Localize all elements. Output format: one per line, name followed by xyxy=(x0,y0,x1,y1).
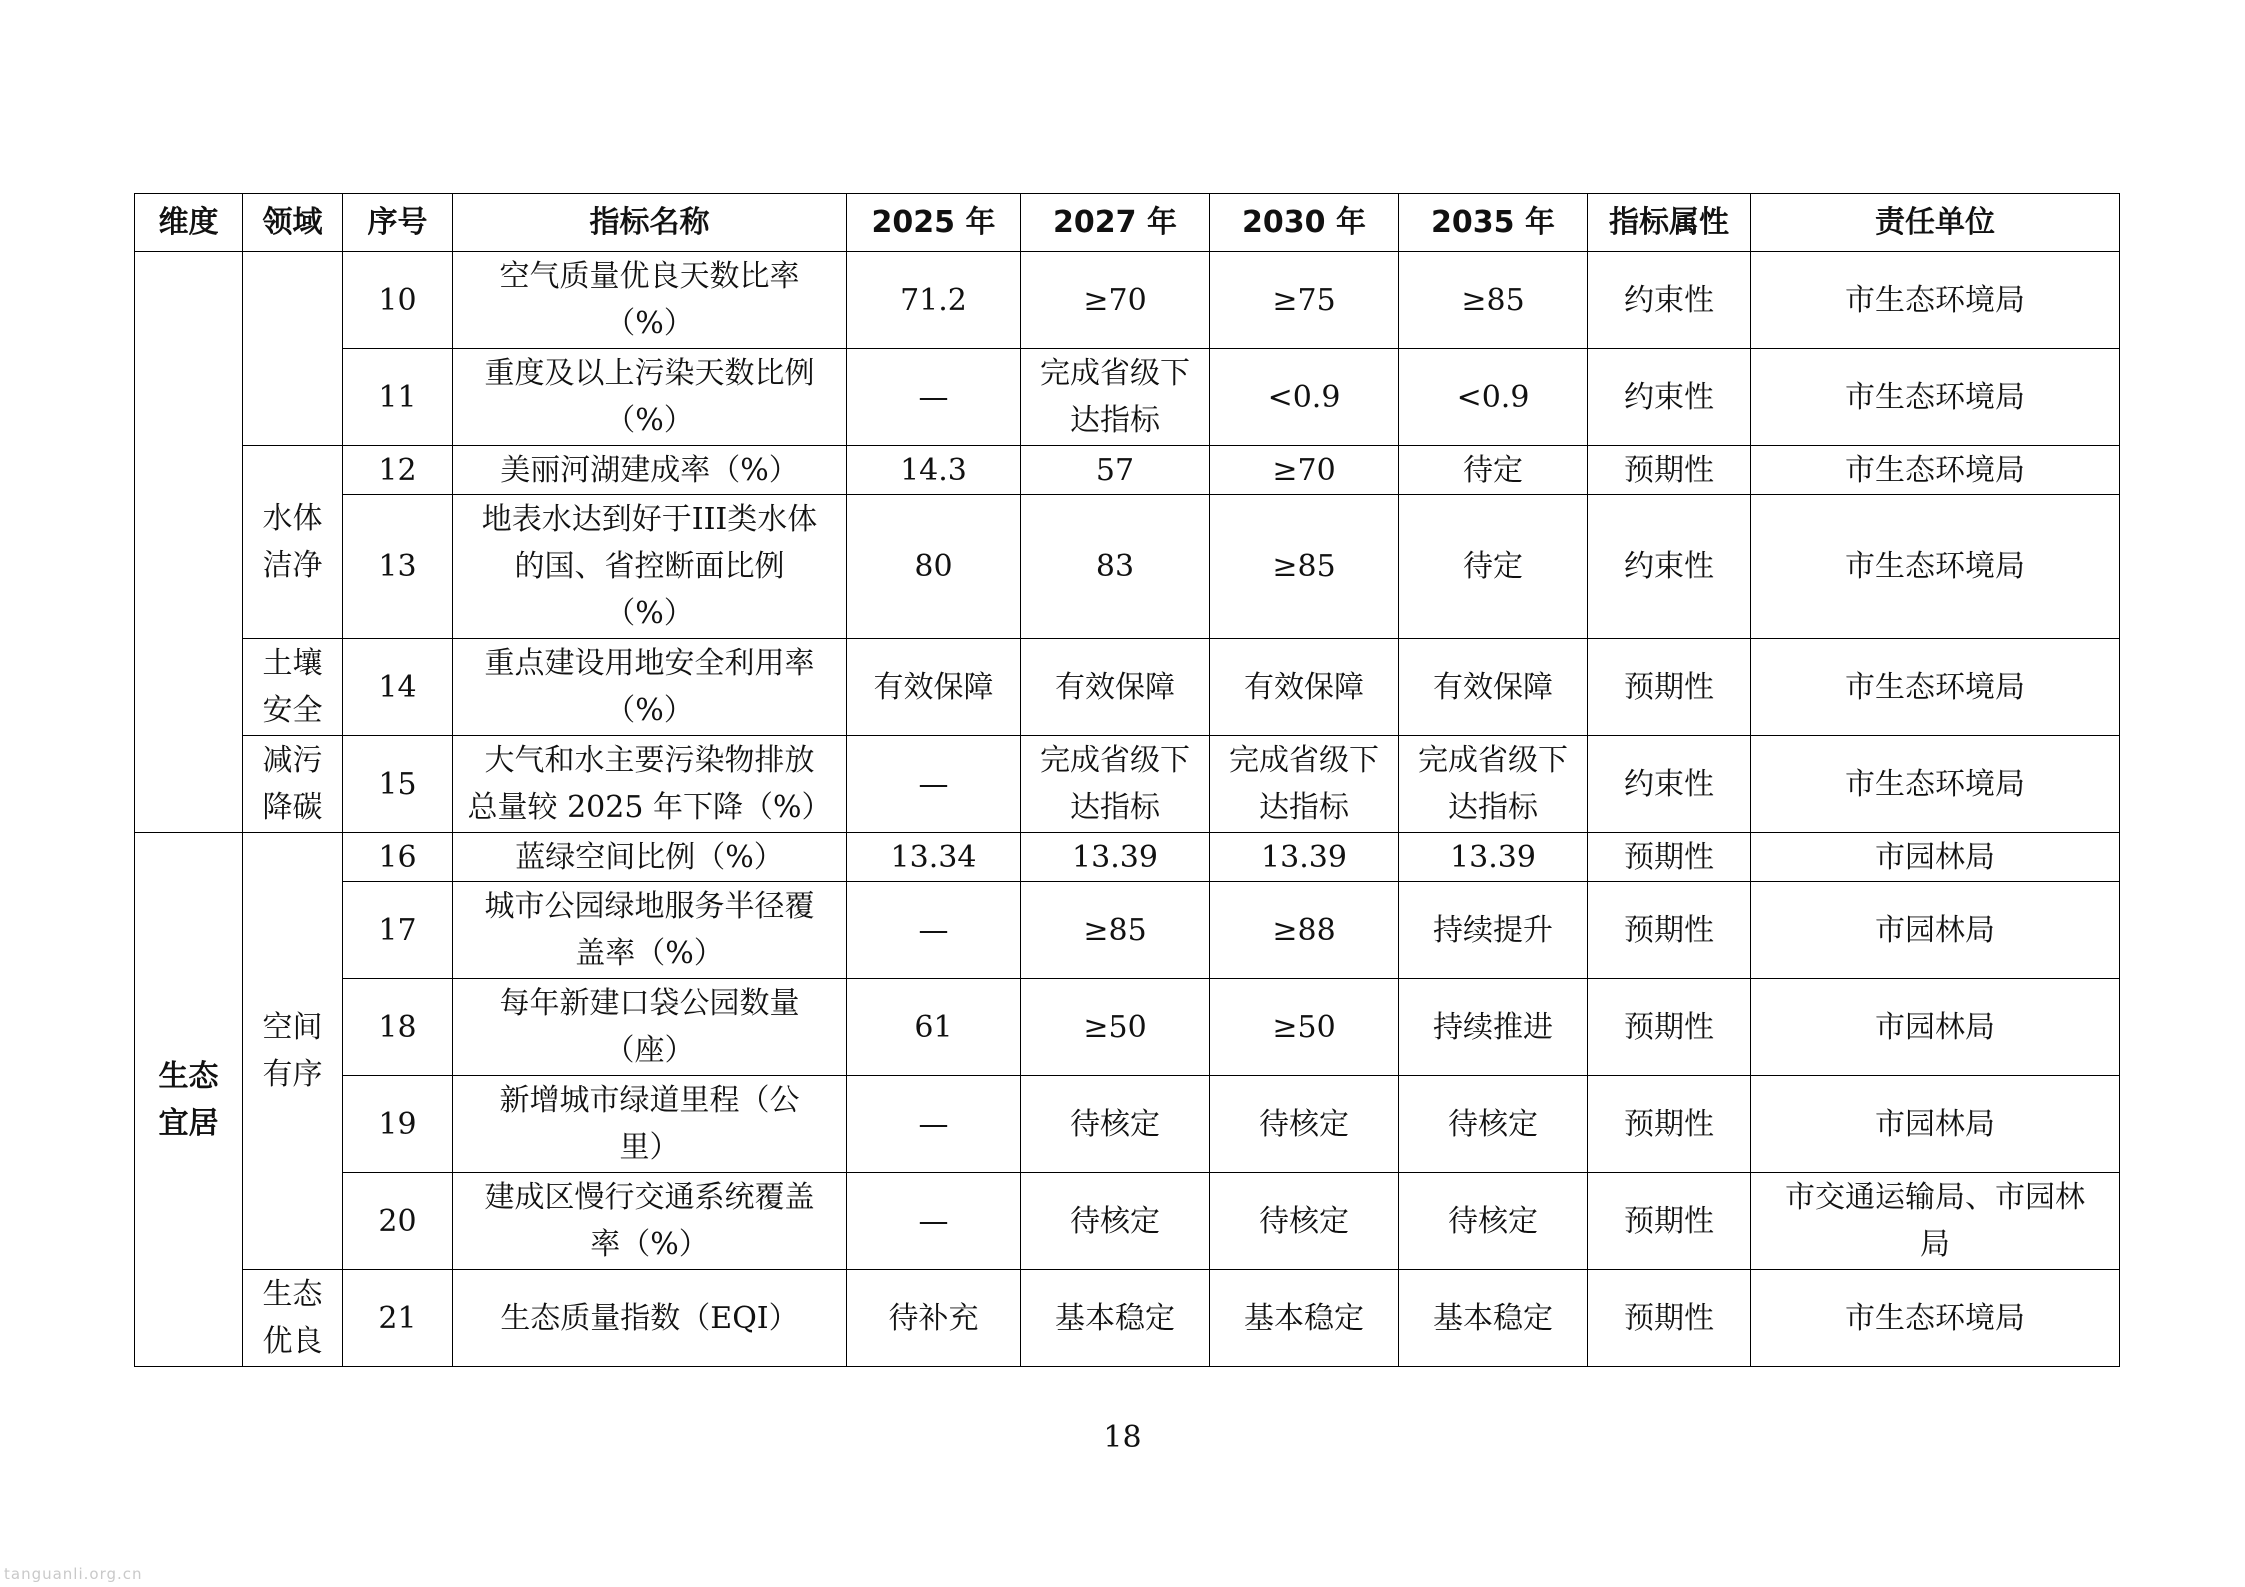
table-row xyxy=(135,349,2120,446)
indicator-name-cell: 城市公园绿地服务半径覆 盖率（%） xyxy=(453,882,847,979)
value-2027-cell: 57 xyxy=(1021,446,1210,495)
responsible-unit-cell: 市生态环境局 xyxy=(1751,639,2120,736)
attribute-cell: 预期性 xyxy=(1588,1270,1751,1367)
attribute-cell: 约束性 xyxy=(1588,349,1751,446)
value-2035-cell: 待核定 xyxy=(1399,1173,1588,1270)
indicator-name-cell: 生态质量指数（EQI） xyxy=(453,1270,847,1367)
indicator-name-cell: 新增城市绿道里程（公 里） xyxy=(453,1076,847,1173)
table-row xyxy=(135,446,2120,495)
responsible-unit-cell: 市生态环境局 xyxy=(1751,1270,2120,1367)
indicator-name-cell: 空气质量优良天数比率 （%） xyxy=(453,252,847,349)
domain-cell-empty xyxy=(243,252,343,446)
value-2025-cell: — xyxy=(847,736,1021,833)
seq-cell: 13 xyxy=(343,495,453,639)
table-row xyxy=(135,1173,2120,1270)
table-row xyxy=(135,736,2120,833)
indicator-name-cell: 大气和水主要污染物排放 总量较 2025 年下降（%） xyxy=(453,736,847,833)
indicator-name-cell: 建成区慢行交通系统覆盖 率（%） xyxy=(453,1173,847,1270)
responsible-unit-cell: 市园林局 xyxy=(1751,1076,2120,1173)
table-row xyxy=(135,833,2120,882)
value-2035-cell: 持续推进 xyxy=(1399,979,1588,1076)
value-2030-cell: ≥50 xyxy=(1210,979,1399,1076)
table-row xyxy=(135,1076,2120,1173)
value-2025-cell: — xyxy=(847,882,1021,979)
responsible-unit-cell: 市园林局 xyxy=(1751,833,2120,882)
value-2030-cell: ≥85 xyxy=(1210,495,1399,639)
seq-cell: 17 xyxy=(343,882,453,979)
value-2030-cell: ≥75 xyxy=(1210,252,1399,349)
attribute-cell: 预期性 xyxy=(1588,1173,1751,1270)
seq-cell: 21 xyxy=(343,1270,453,1367)
value-2030-cell: ≥88 xyxy=(1210,882,1399,979)
value-2027-cell: 待核定 xyxy=(1021,1173,1210,1270)
seq-cell: 16 xyxy=(343,833,453,882)
header-attribute: 指标属性 xyxy=(1588,194,1751,252)
table-row xyxy=(135,639,2120,736)
value-2027-cell: 完成省级下 达指标 xyxy=(1021,736,1210,833)
indicator-name-cell: 重点建设用地安全利用率 （%） xyxy=(453,639,847,736)
attribute-cell: 预期性 xyxy=(1588,639,1751,736)
header-2025: 2025 年 xyxy=(847,194,1021,252)
seq-cell: 14 xyxy=(343,639,453,736)
page-number: 18 xyxy=(1103,1420,1142,1455)
header-2027: 2027 年 xyxy=(1021,194,1210,252)
responsible-unit-cell: 市生态环境局 xyxy=(1751,349,2120,446)
value-2035-cell: 待定 xyxy=(1399,446,1588,495)
value-2025-cell: 80 xyxy=(847,495,1021,639)
table-row xyxy=(135,979,2120,1076)
value-2030-cell: 13.39 xyxy=(1210,833,1399,882)
value-2025-cell: 14.3 xyxy=(847,446,1021,495)
attribute-cell: 约束性 xyxy=(1588,252,1751,349)
value-2027-cell: 待核定 xyxy=(1021,1076,1210,1173)
responsible-unit-cell: 市生态环境局 xyxy=(1751,252,2120,349)
responsible-unit-cell: 市园林局 xyxy=(1751,882,2120,979)
domain-cell-eco: 生态 优良 xyxy=(243,1270,343,1367)
responsible-unit-cell: 市生态环境局 xyxy=(1751,446,2120,495)
header-seq: 序号 xyxy=(343,194,453,252)
value-2030-cell: 有效保障 xyxy=(1210,639,1399,736)
indicator-table xyxy=(134,193,2120,1367)
value-2035-cell: 基本稳定 xyxy=(1399,1270,1588,1367)
value-2025-cell: — xyxy=(847,349,1021,446)
value-2030-cell: 完成省级下 达指标 xyxy=(1210,736,1399,833)
value-2025-cell: 待补充 xyxy=(847,1270,1021,1367)
seq-cell: 12 xyxy=(343,446,453,495)
header-2035: 2035 年 xyxy=(1399,194,1588,252)
value-2035-cell: 有效保障 xyxy=(1399,639,1588,736)
attribute-cell: 预期性 xyxy=(1588,882,1751,979)
domain-cell-space: 空间 有序 xyxy=(243,833,343,1270)
value-2035-cell: 完成省级下 达指标 xyxy=(1399,736,1588,833)
value-2027-cell: ≥70 xyxy=(1021,252,1210,349)
value-2035-cell: 13.39 xyxy=(1399,833,1588,882)
value-2030-cell: <0.9 xyxy=(1210,349,1399,446)
value-2027-cell: ≥50 xyxy=(1021,979,1210,1076)
value-2030-cell: 待核定 xyxy=(1210,1173,1399,1270)
attribute-cell: 预期性 xyxy=(1588,979,1751,1076)
value-2027-cell: 83 xyxy=(1021,495,1210,639)
attribute-cell: 约束性 xyxy=(1588,736,1751,833)
header-dimension: 维度 xyxy=(135,194,243,252)
dimension-cell-eco-livable: 生态 宜居 xyxy=(135,833,243,1367)
responsible-unit-cell: 市交通运输局、市园林 局 xyxy=(1751,1173,2120,1270)
header-responsible-unit: 责任单位 xyxy=(1751,194,2120,252)
value-2035-cell: <0.9 xyxy=(1399,349,1588,446)
value-2025-cell: 71.2 xyxy=(847,252,1021,349)
seq-cell: 15 xyxy=(343,736,453,833)
value-2025-cell: — xyxy=(847,1173,1021,1270)
indicator-name-cell: 蓝绿空间比例（%） xyxy=(453,833,847,882)
domain-cell-carbon: 减污 降碳 xyxy=(243,736,343,833)
header-2030: 2030 年 xyxy=(1210,194,1399,252)
value-2025-cell: 61 xyxy=(847,979,1021,1076)
seq-cell: 10 xyxy=(343,252,453,349)
value-2027-cell: ≥85 xyxy=(1021,882,1210,979)
attribute-cell: 预期性 xyxy=(1588,446,1751,495)
value-2027-cell: 基本稳定 xyxy=(1021,1270,1210,1367)
attribute-cell: 预期性 xyxy=(1588,1076,1751,1173)
value-2027-cell: 有效保障 xyxy=(1021,639,1210,736)
table-row xyxy=(135,1270,2120,1367)
seq-cell: 11 xyxy=(343,349,453,446)
attribute-cell: 约束性 xyxy=(1588,495,1751,639)
value-2030-cell: ≥70 xyxy=(1210,446,1399,495)
table-row xyxy=(135,495,2120,639)
indicator-name-cell: 地表水达到好于III类水体 的国、省控断面比例 （%） xyxy=(453,495,847,639)
value-2030-cell: 待核定 xyxy=(1210,1076,1399,1173)
value-2030-cell: 基本稳定 xyxy=(1210,1270,1399,1367)
value-2035-cell: 待核定 xyxy=(1399,1076,1588,1173)
responsible-unit-cell: 市园林局 xyxy=(1751,979,2120,1076)
value-2025-cell: — xyxy=(847,1076,1021,1173)
table-row xyxy=(135,882,2120,979)
responsible-unit-cell: 市生态环境局 xyxy=(1751,736,2120,833)
value-2035-cell: 持续提升 xyxy=(1399,882,1588,979)
indicator-name-cell: 每年新建口袋公园数量 （座） xyxy=(453,979,847,1076)
value-2027-cell: 13.39 xyxy=(1021,833,1210,882)
value-2035-cell: 待定 xyxy=(1399,495,1588,639)
value-2025-cell: 有效保障 xyxy=(847,639,1021,736)
indicator-name-cell: 美丽河湖建成率（%） xyxy=(453,446,847,495)
indicator-name-cell: 重度及以上污染天数比例 （%） xyxy=(453,349,847,446)
value-2035-cell: ≥85 xyxy=(1399,252,1588,349)
domain-cell-soil: 土壤 安全 xyxy=(243,639,343,736)
header-indicator-name: 指标名称 xyxy=(453,194,847,252)
value-2027-cell: 完成省级下 达指标 xyxy=(1021,349,1210,446)
domain-cell-water: 水体 洁净 xyxy=(243,446,343,639)
watermark: tanguanli.org.cn xyxy=(4,1565,143,1583)
responsible-unit-cell: 市生态环境局 xyxy=(1751,495,2120,639)
header-row xyxy=(135,194,2120,252)
seq-cell: 20 xyxy=(343,1173,453,1270)
dimension-cell-empty xyxy=(135,252,243,833)
seq-cell: 18 xyxy=(343,979,453,1076)
attribute-cell: 预期性 xyxy=(1588,833,1751,882)
seq-cell: 19 xyxy=(343,1076,453,1173)
table-row xyxy=(135,252,2120,349)
header-domain: 领域 xyxy=(243,194,343,252)
value-2025-cell: 13.34 xyxy=(847,833,1021,882)
